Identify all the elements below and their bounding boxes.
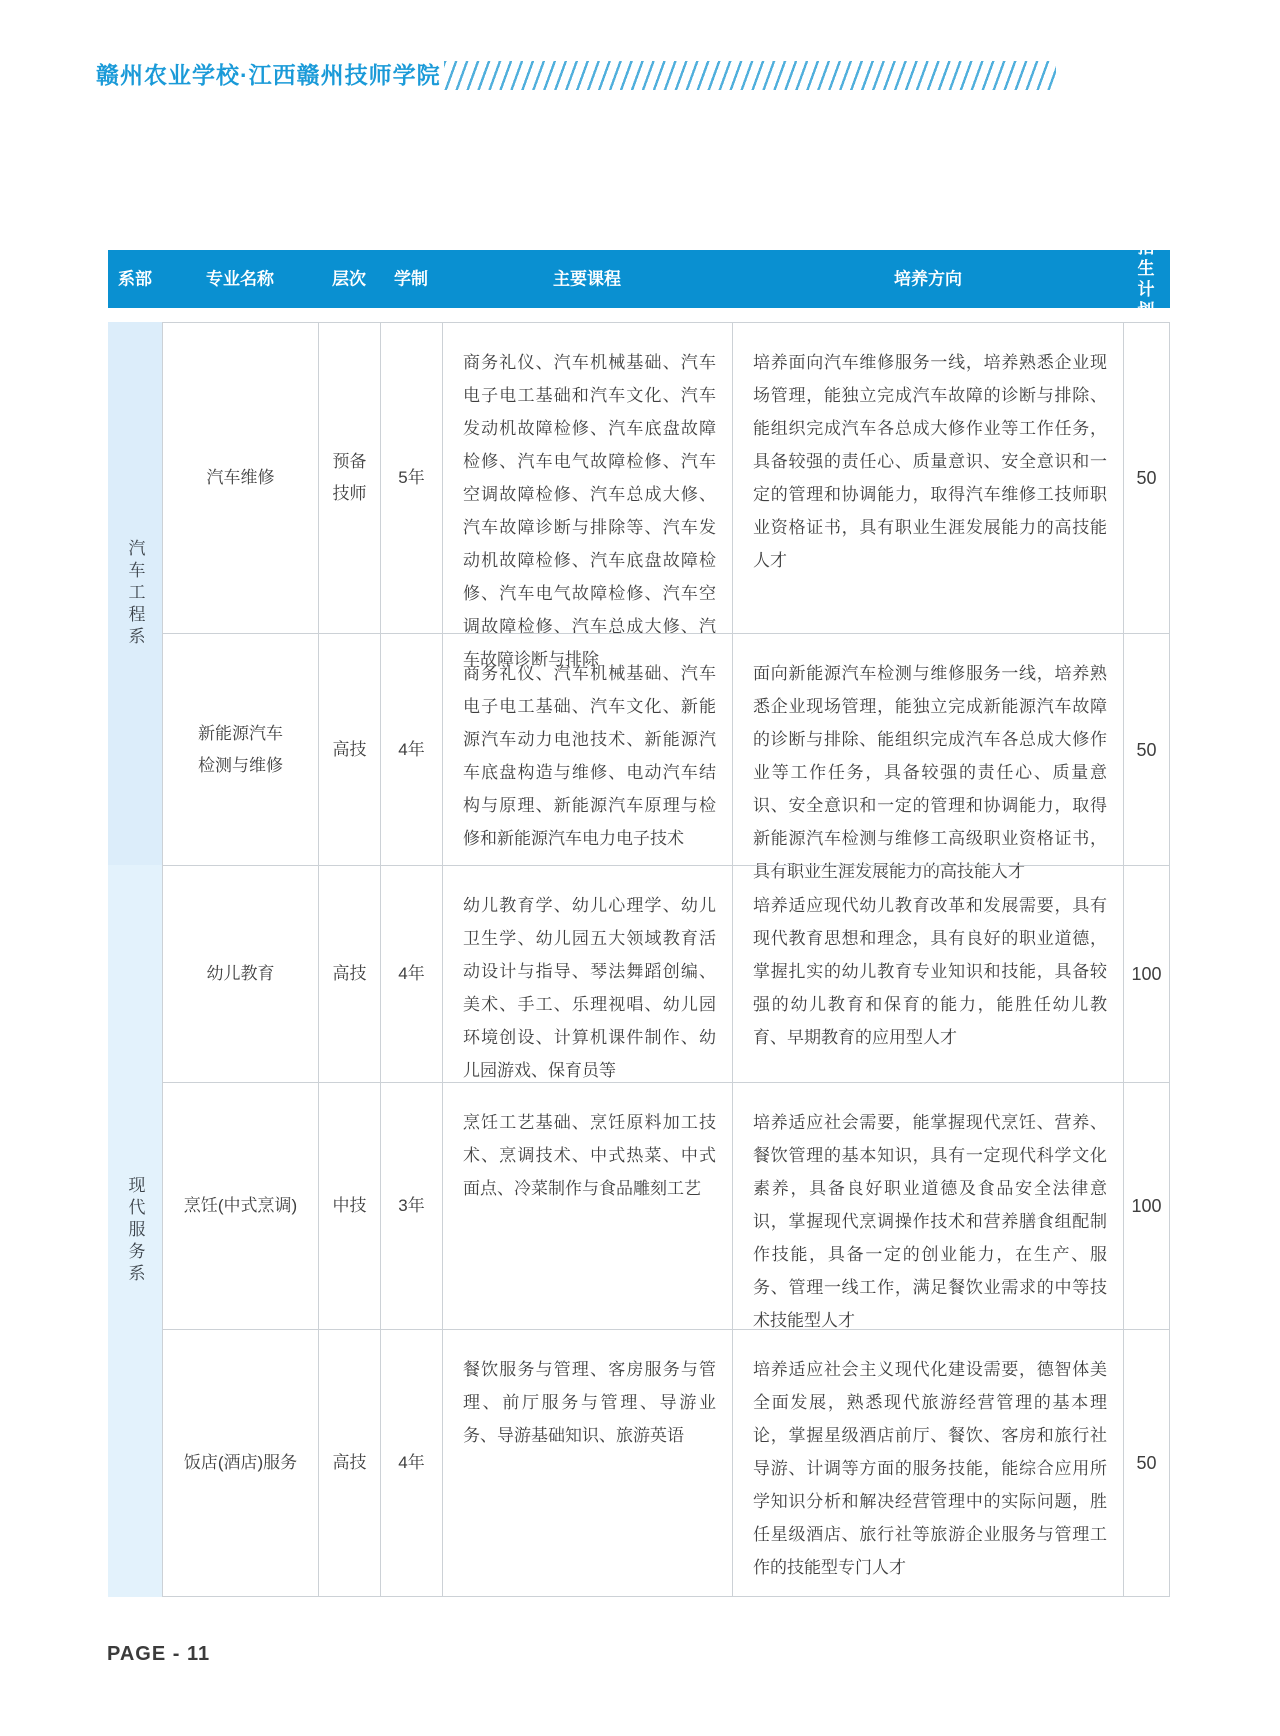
cell-courses-row2: 商务礼仪、汽车机械基础、汽车电子电工基础、汽车文化、新能源汽车动力电池技术、新能源汽车底盘构造与维修、电动汽车结构与原理、新能源汽车原理与检修和新能源汽车电力电子技术 (442, 633, 732, 865)
decorative-slashes (444, 61, 1056, 90)
cell-duration-row3: 4年 (380, 865, 442, 1082)
cell-courses-row3: 幼儿教育学、幼儿心理学、幼儿卫生学、幼儿园五大领域教育活动设计与指导、琴法舞蹈创编、美术、手工、乐理视唱、幼儿园环境创设、计算机课件制作、幼儿园游戏、保育员等 (442, 865, 732, 1082)
cell-direction-row2: 面向新能源汽车检测与维修服务一线，培养熟悉企业现场管理，能独立完成新能源汽车故障的诊断与排除、能组织完成汽车各总成大修作业等工作任务，具备较强的责任心、质量意识、安全意识和一定的管理和协调能力，取得新能源汽车检测与维修工高级职业资格证书，具有职业生涯发展能力的高技能人才 (732, 633, 1123, 865)
col-header-major: 专业名称 (206, 269, 274, 289)
cell-level-row3: 高技 (318, 865, 380, 1082)
col-header-duration: 学制 (394, 269, 428, 289)
cell-major-row3: 幼儿教育 (162, 865, 318, 1082)
col-header-direction: 培养方向 (894, 269, 962, 289)
cell-level-row2: 高技 (318, 633, 380, 865)
cell-direction-row4: 培养适应社会需要，能掌握现代烹饪、营养、餐饮管理的基本知识，具有一定现代科学文化素养，具备良好职业道德及食品安全法律意识，掌握现代烹调操作技术和营养膳食组配制作技能，具备一定的创业能力，在生产、服务、管理一线工作，满足餐饮业需求的中等技术技能型人才 (732, 1082, 1123, 1329)
cell-level-row1: 预备 技师 (318, 322, 380, 633)
cell-quota-row1: 50 (1123, 322, 1170, 633)
cell-major-row1: 汽车维修 (162, 322, 318, 633)
cell-duration-row5: 4年 (380, 1329, 442, 1597)
dept-cell-automotive (108, 322, 162, 865)
cell-level-row4: 中技 (318, 1082, 380, 1329)
cell-direction-row3: 培养适应现代幼儿教育改革和发展需要，具有现代教育思想和理念，具有良好的职业道德，掌握扎实的幼儿教育专业知识和技能，具备较强的幼儿教育和保育的能力，能胜任幼儿教育、早期教育的应用型人才 (732, 865, 1123, 1082)
dept-label: 汽车工程系 (125, 538, 145, 649)
col-header-level: 层次 (332, 269, 366, 289)
cell-direction-row1: 培养面向汽车维修服务一线，培养熟悉企业现场管理，能独立完成汽车故障的诊断与排除、能组织完成汽车各总成大修作业等工作任务，具备较强的责任心、质量意识、安全意识和一定的管理和协调能力，取得汽车维修工技师职业资格证书，具有职业生涯发展能力的高技能人才 (732, 322, 1123, 633)
table-header (108, 238, 1170, 320)
page-number: PAGE - 11 (107, 1643, 211, 1665)
cell-major-row2: 新能源汽车 检测与维修 (162, 633, 318, 865)
school-title: 赣州农业学校·江西赣州技师学院 (96, 62, 441, 88)
cell-courses-row4: 烹饪工艺基础、烹饪原料加工技术、烹调技术、中式热菜、中式面点、冷菜制作与食品雕刻工艺 (442, 1082, 732, 1329)
cell-duration-row4: 3年 (380, 1082, 442, 1329)
cell-major-row5: 饭店(酒店)服务 (162, 1329, 318, 1597)
cell-quota-row5: 50 (1123, 1329, 1170, 1597)
dept-cell-modern-service (108, 865, 162, 1597)
cell-courses-row1: 商务礼仪、汽车机械基础、汽车电子电工基础和汽车文化、汽车发动机故障检修、汽车底盘故障检修、汽车电气故障检修、汽车空调故障检修、汽车总成大修、汽车故障诊断与排除等、汽车发动机故障检修、汽车底盘故障检修、汽车电气故障检修、汽车空调故障检修、汽车总成大修、汽车故障诊断与排除 (442, 322, 732, 633)
cell-duration-row2: 4年 (380, 633, 442, 865)
cell-quota-row4: 100 (1123, 1082, 1170, 1329)
dept-label: 现代服务系 (125, 1176, 145, 1286)
cell-direction-row5: 培养适应社会主义现代化建设需要，德智体美全面发展，熟悉现代旅游经营管理的基本理论，掌握星级酒店前厅、餐饮、客房和旅行社导游、计调等方面的服务技能，能综合应用所学知识分析和解决经营管理中的实际问题，胜任星级酒店、旅行社等旅游企业服务与管理工作的技能型专门人才 (732, 1329, 1123, 1597)
col-header-dept: 系部 (118, 269, 152, 289)
cell-quota-row2: 50 (1123, 633, 1170, 865)
table-body (108, 322, 1170, 1597)
col-header-courses: 主要课程 (553, 269, 621, 289)
cell-major-row4: 烹饪(中式烹调) (162, 1082, 318, 1329)
cell-quota-row3: 100 (1123, 865, 1170, 1082)
cell-duration-row1: 5年 (380, 322, 442, 633)
col-header-quota: 招生 计划 (1137, 238, 1155, 320)
cell-courses-row5: 餐饮服务与管理、客房服务与管理、前厅服务与管理、导游业务、导游基础知识、旅游英语 (442, 1329, 732, 1597)
cell-level-row5: 高技 (318, 1329, 380, 1597)
